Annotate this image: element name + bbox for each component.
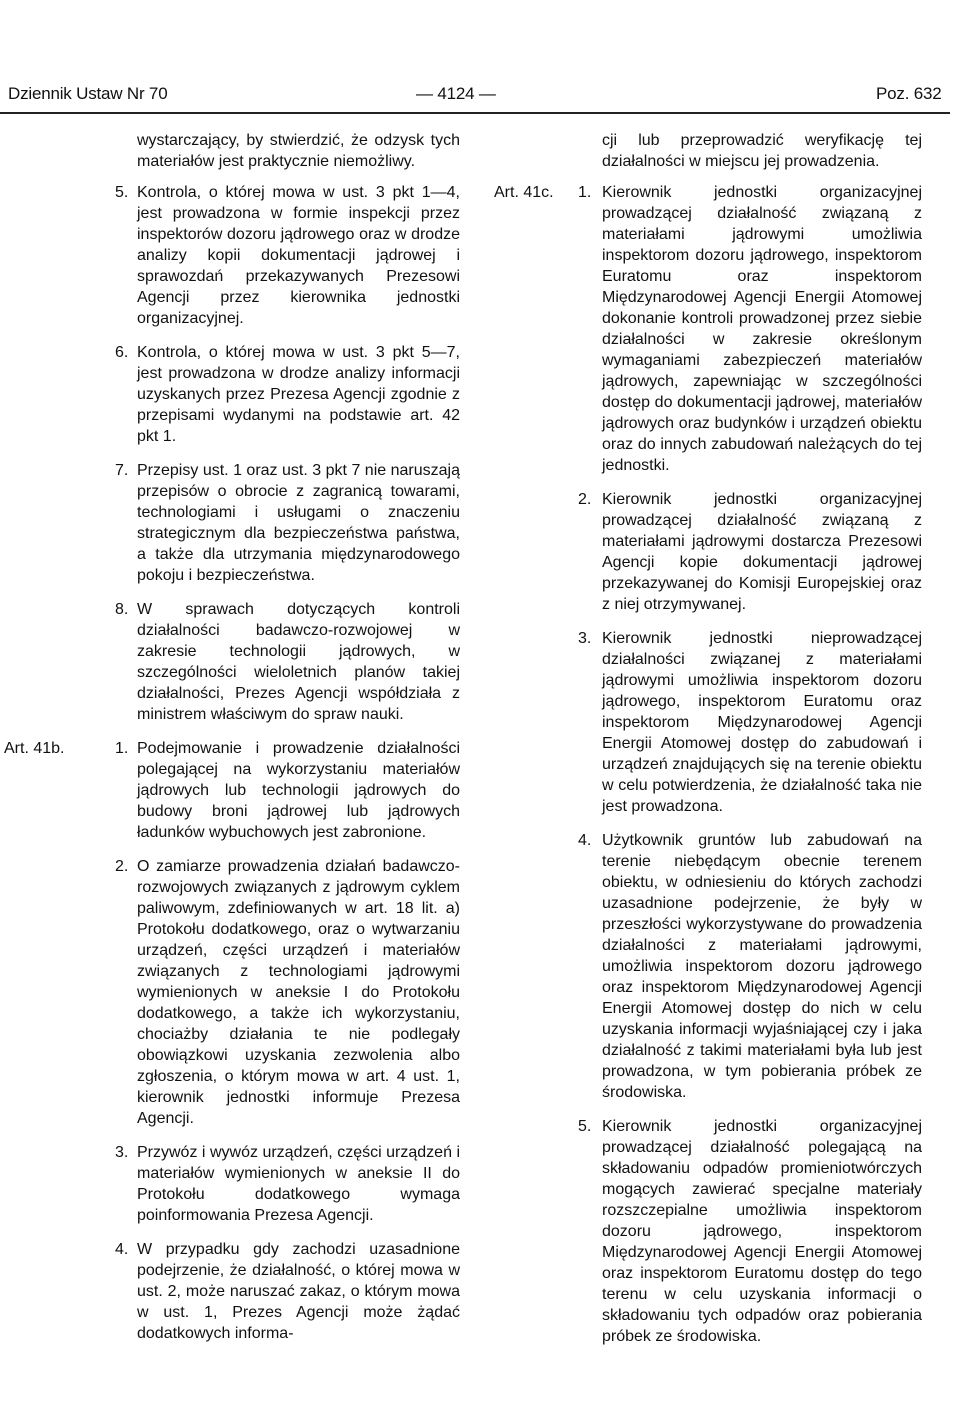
- paragraph-number: 3.: [578, 630, 592, 647]
- paragraph-number: 1.: [115, 740, 129, 757]
- article-41c-paragraph-1: [494, 182, 922, 476]
- page-header: [0, 84, 960, 112]
- paragraph-5: [0, 182, 460, 329]
- position-number: Poz. 632: [876, 84, 942, 103]
- paragraph-8: [0, 599, 460, 725]
- paragraph-text: wystarczający, by stwierdzić, że odzysk tych materiałów jest praktycznie niemożliwy.: [137, 132, 460, 170]
- paragraph-text: Kierownik jednostki nieprowadzącej działalności związanej z materiałami jądrowymi umożliwia inspektorom dozoru jądrowego, inspektorom Euratomu oraz inspektorom Międzynarodowej Agencji Energii Atomowej dostęp do zabudowań i urządzeń znajdujących się na terenie obiektu w celu potwierdzenia, że działalność taka nie jest prowadzona.: [602, 630, 922, 815]
- paragraph-text: Użytkownik gruntów lub zabudowań na terenie niebędącym obecnie terenem obiektu, w odniesieniu do których zachodzi uzasadnione podejrzenie, że były w przeszłości wykorzystywane do prowadzenia działalności z materiałami jądrowymi, umożliwia inspektorom dozoru jądrowego oraz inspektorom Międzynarodowej Agencji Energii Atomowej dostęp do nich w celu uzyskania informacji wyjaśniającej czy i jaka działalność z takimi materiałami była lub jest prowadzona, w tym pobierania próbek ze środowiska.: [602, 832, 922, 1101]
- paragraph-text: W sprawach dotyczących kontroli działalności badawczo-rozwojowej w zakresie technologii jądrowych, w szczególności wieloletnich planów takiej działalności, Prezes Agencji współdziała z ministrem właściwym do spraw nauki.: [137, 601, 460, 723]
- paragraph-number: 1.: [578, 184, 592, 201]
- paragraph-number: 4.: [578, 832, 592, 849]
- paragraph-continuation: [494, 130, 922, 172]
- right-column: [494, 130, 922, 1360]
- article-41b-paragraph-1: [0, 738, 460, 843]
- paragraph-text: Kierownik jednostki organizacyjnej prowadzącej działalność związaną z materiałami jądrowymi umożliwia inspektorom dozoru jądrowego, inspektorom Euratomu oraz inspektorom Międzynarodowej Agencji Energii Atomowej dokonanie kontroli prowadzonej przez siebie działalności w zakresie określonym wymaganiami zabezpieczeń materiałów jądrowych, zapewniając w szczególności dostęp do dokumentacji jądrowej, materiałów jądrowych oraz budynków i urządzeń obiektu oraz do innych zabudowań należących do tej jednostki.: [602, 184, 922, 474]
- journal-title: Dziennik Ustaw Nr 70: [8, 84, 168, 103]
- paragraph-text: cji lub przeprowadzić weryfikację tej działalności w miejscu jej prowadzenia.: [602, 132, 922, 170]
- paragraph-text: O zamiarze prowadzenia działań badawczo-rozwojowych związanych z jądrowym cyklem paliwowym, zdefiniowanych w art. 18 lit. a) Protokołu dodatkowego, oraz o wytwarzaniu urządzeń, części urządzeń i materiałów związanych z technologiami jądrowymi wymienionych w aneksie I do Protokołu dodatkowego, a także ich wykorzystaniu, chociażby działania te nie podlegały obowiązkowi uzyskania zezwolenia albo zgłoszenia, o którym mowa w art. 4 ust. 1, kierownik jednostki informuje Prezesa Agencji.: [137, 858, 460, 1127]
- paragraph-number: 5.: [115, 184, 129, 201]
- paragraph-text: Podejmowanie i prowadzenie działalności polegającej na wykorzystaniu materiałów jądrowych lub technologii jądrowych do budowy broni jądrowej lub jądrowych ładunków wybuchowych jest zabronione.: [137, 740, 460, 841]
- paragraph-text: Kontrola, o której mowa w ust. 3 pkt 5—7, jest prowadzona w drodze analizy informacji uzyskanych przez Prezesa Agencji zgodnie z przepisami wydanymi na podstawie art. 42 pkt 1.: [137, 344, 460, 445]
- paragraph-text: Kierownik jednostki organizacyjnej prowadzącej działalność polegającą na składowaniu odpadów promieniotwórczych mogących zawierać specjalne materiały rozszczepialne umożliwia inspektorom dozoru jądrowego, inspektorom Międzynarodowej Agencji Energii Atomowej oraz inspektorom Euratomu dostęp do tego terenu w celu uzyskania informacji o składowaniu tych odpadów oraz pobierania próbek ze środowiska.: [602, 1118, 922, 1345]
- paragraph-text: Kontrola, o której mowa w ust. 3 pkt 1—4, jest prowadzona w formie inspekcji przez inspektorów dozoru jądrowego oraz w drodze analizy kopii dokumentacji jądrowej i sprawozdań przekazywanych Prezesowi Agencji przez kierownika jednostki organizacyjnej.: [137, 184, 460, 327]
- left-column: [0, 130, 460, 1357]
- paragraph-text: Kierownik jednostki organizacyjnej prowadzącej działalność związaną z materiałami jądrowymi dostarcza Prezesowi Agencji kopie dokumentacji jądrowej przekazywanej do Komisji Europejskiej oraz z niej otrzymywanej.: [602, 491, 922, 613]
- article-41c-paragraph-5: [494, 1116, 922, 1347]
- article-41b-paragraph-4: [0, 1239, 460, 1344]
- paragraph-number: 7.: [115, 462, 129, 479]
- paragraph-text: Przywóz i wywóz urządzeń, części urządzeń i materiałów wymienionych w aneksie II do Protokołu dodatkowego wymaga poinformowania Prezesa Agencji.: [137, 1144, 460, 1224]
- article-41c-paragraph-3: [494, 628, 922, 817]
- paragraph-number: 2.: [578, 491, 592, 508]
- paragraph-continuation: [0, 130, 460, 172]
- page-number: — 4124 —: [416, 84, 496, 103]
- paragraph-text: W przypadku gdy zachodzi uzasadnione podejrzenie, że działalność, o której mowa w ust. 2, może naruszać zakaz, o którym mowa w ust. 1, Prezes Agencji może żądać dodatkowych informa-: [137, 1241, 460, 1342]
- paragraph-number: 5.: [578, 1118, 592, 1135]
- paragraph-text: Przepisy ust. 1 oraz ust. 3 pkt 7 nie naruszają przepisów o obrocie z zagranicą towarami, technologiami i usługami o znaczeniu strategicznym dla bezpieczeństwa państwa, a także dla utrzymania międzynarodowego pokoju i bezpieczeństwa.: [137, 462, 460, 584]
- paragraph-number: 3.: [115, 1144, 129, 1161]
- header-rule: [0, 112, 950, 114]
- paragraph-6: [0, 342, 460, 447]
- paragraph-number: 4.: [115, 1241, 129, 1258]
- article-label: Art. 41b.: [4, 740, 65, 757]
- article-label: Art. 41c.: [494, 184, 554, 201]
- article-41b-paragraph-3: [0, 1142, 460, 1226]
- article-41c-paragraph-4: [494, 830, 922, 1103]
- article-41c-paragraph-2: [494, 489, 922, 615]
- paragraph-number: 2.: [115, 858, 129, 875]
- paragraph-number: 8.: [115, 601, 129, 618]
- article-41b-paragraph-2: [0, 856, 460, 1129]
- paragraph-7: [0, 460, 460, 586]
- paragraph-number: 6.: [115, 344, 129, 361]
